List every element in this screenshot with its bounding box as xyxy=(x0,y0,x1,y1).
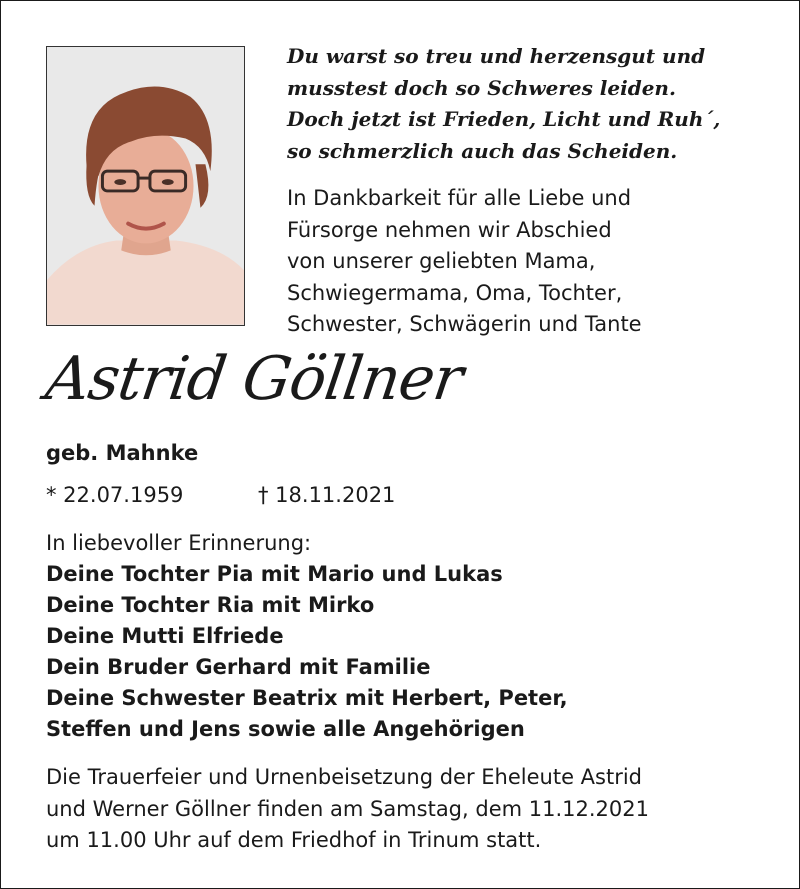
memory-heading: In liebevoller Erinnerung: xyxy=(46,531,312,555)
mourners-list xyxy=(46,559,568,745)
ceremony-info xyxy=(46,762,649,857)
mourner-line: Deine Tochter Ria mit Mirko xyxy=(46,593,375,617)
intro-line: Fürsorge nehmen wir Abschied xyxy=(287,217,612,242)
death-date: † 18.11.2021 xyxy=(258,483,396,507)
mourner-line: Deine Tochter Pia mit Mario und Lukas xyxy=(46,562,503,586)
deceased-name: Astrid Göllner xyxy=(41,344,467,414)
mourner-line: Deine Schwester Beatrix mit Herbert, Peter, xyxy=(46,686,568,710)
poem-line: so schmerzlich auch das Scheiden. xyxy=(287,138,678,163)
poem-verse xyxy=(287,41,720,167)
mourner-line: Steffen und Jens sowie alle Angehörigen xyxy=(46,717,525,741)
poem-line: musstest doch so Schweres leiden. xyxy=(287,75,676,100)
ceremony-line: und Werner Göllner finden am Samstag, dem 11.12.2021 xyxy=(46,796,649,821)
ceremony-line: um 11.00 Uhr auf dem Friedhof in Trinum statt. xyxy=(46,828,542,852)
portrait-photo xyxy=(46,46,245,326)
maiden-name: geb. Mahnke xyxy=(46,441,199,465)
poem-line: Doch jetzt ist Frieden, Licht und Ruh´, xyxy=(287,107,721,131)
intro-line: von unserer geliebten Mama, xyxy=(287,249,596,273)
portrait-image xyxy=(47,47,244,325)
life-dates xyxy=(46,479,396,511)
ceremony-line: Die Trauerfeier und Urnenbeisetzung der Eheleute Astrid xyxy=(46,765,642,789)
mourner-line: Dein Bruder Gerhard mit Familie xyxy=(46,655,431,679)
farewell-intro xyxy=(287,183,642,341)
birth-date: * 22.07.1959 xyxy=(46,483,184,507)
intro-line: In Dankbarkeit für alle Liebe und xyxy=(287,186,632,210)
poem-line: Du warst so treu und herzensgut und xyxy=(287,44,706,68)
mourner-line: Deine Mutti Elfriede xyxy=(46,624,284,648)
intro-line: Schwester, Schwägerin und Tante xyxy=(287,312,642,336)
intro-line: Schwiegermama, Oma, Tochter, xyxy=(287,280,623,305)
